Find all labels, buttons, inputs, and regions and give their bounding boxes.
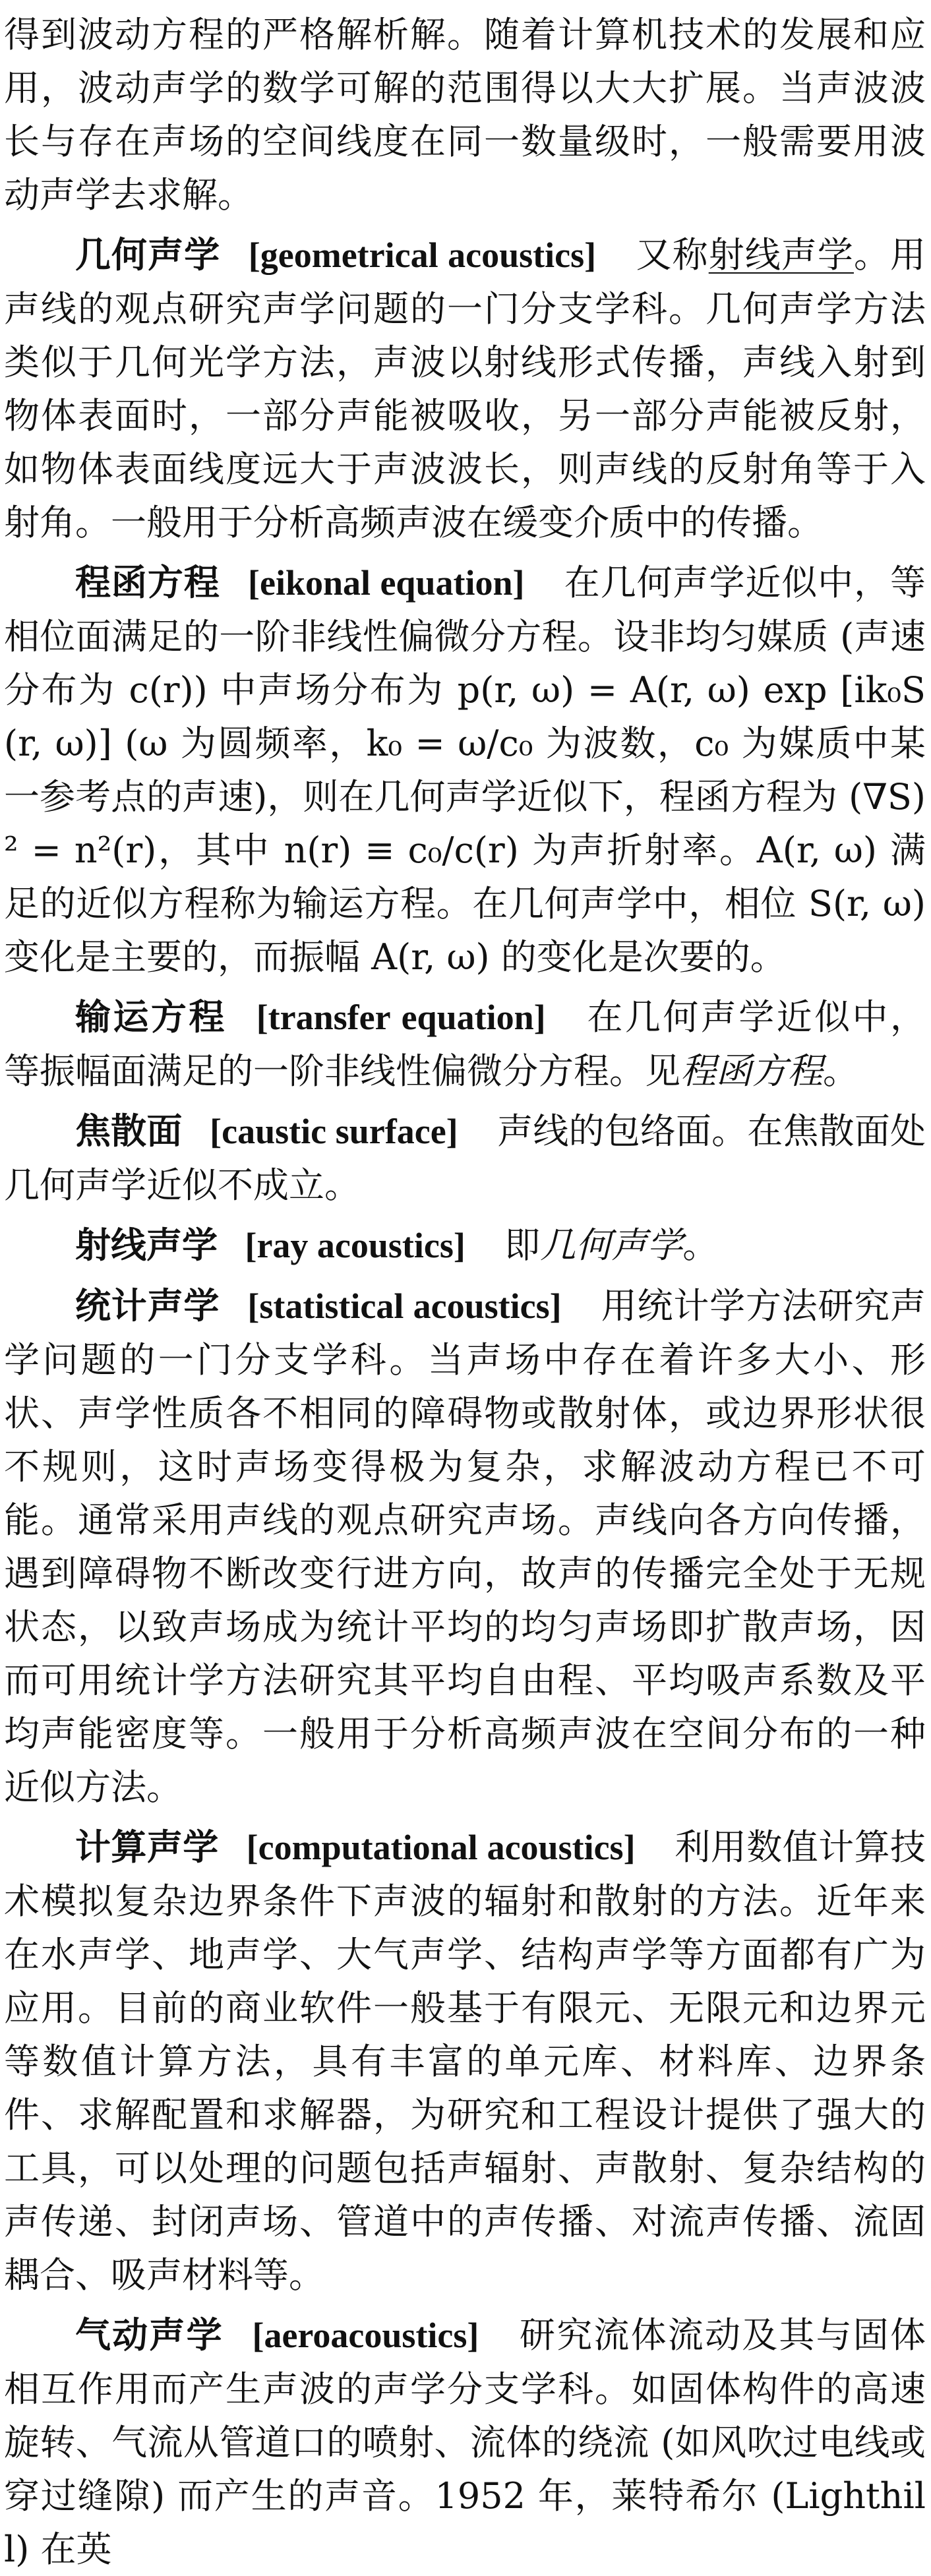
entry-term: 几何声学: [75, 234, 221, 276]
entry-text: 。: [823, 1050, 858, 1092]
entry-geometrical-acoustics: [4, 228, 926, 549]
entry-text: 在几何声学近似中，等振幅面满足的一阶非线性偏微分方程。见: [4, 996, 926, 1092]
cross-reference: 几何声学: [540, 1224, 683, 1266]
entry-english: [computational acoustics]: [246, 1828, 636, 1867]
entry-english: [geometrical acoustics]: [248, 235, 597, 275]
entry-english: [ray acoustics]: [245, 1226, 465, 1265]
entry-text: 。: [682, 1224, 719, 1266]
entry-term: 计算声学: [75, 1826, 219, 1868]
entry-english: [statistical acoustics]: [247, 1286, 562, 1326]
cross-reference-link[interactable]: 射线声学: [708, 234, 854, 276]
entry-term: 射线声学: [75, 1224, 218, 1266]
entry-term: 统计声学: [75, 1285, 220, 1327]
entry-aeroacoustics: [4, 2308, 926, 2576]
entry-text: 在几何声学近似中，等相位面满足的一阶非线性偏微分方程。设非均匀媒质 (声速分布为 c(r)) 中声场分布为 p(r, ω) = A(r, ω) exp [ik₀S(r, ω)] (ω 为圆频率，k₀ = ω/c₀ 为波数，c₀ 为媒质中某一参考点的声速)，则在几何声学近似下，程函方程为 (∇S)² = n²(r)，其中 n(r) ≡ c₀/c(r) 为声折射率。A(r, ω) 满足的近似方程称为输运方程。在几何声学中，相位 S(r, ω) 变化是主要的，而振幅 A(r, ω) 的变化是次要的。: [4, 562, 926, 978]
entry-text: 。用声线的观点研究声学问题的一门分支学科。几何声学方法类似于几何光学方法，声波以射线形式传播，声线入射到物体表面时，一部分声能被吸收，另一部分声能被反射，如物体表面线度远大于声波波长，则声线的反射角等于入射角。一般用于分析高频声波在缓变介质中的传播。: [4, 234, 926, 543]
entry-term: 程函方程: [75, 562, 220, 603]
entry-english: [aeroacoustics]: [252, 2316, 479, 2355]
entry-computational-acoustics: [4, 1820, 926, 2302]
entry-term: 焦散面: [75, 1110, 183, 1152]
entry-eikonal-equation: [4, 556, 926, 984]
entry-statistical-acoustics: [4, 1279, 926, 1814]
intro-text: 得到波动方程的严格解析解。随着计算机技术的发展和应用，波动声学的数学可解的范围得以大大扩展。当声波波长与存在声场的空间线度在同一数量级时，一般需要用波动声学去求解。: [4, 14, 926, 216]
entry-caustic-surface: [4, 1104, 926, 1212]
entry-text: 声线的包络面。在焦散面处几何声学近似不成立。: [4, 1110, 926, 1206]
entry-text: 利用数值计算技术模拟复杂边界条件下声波的辐射和散射的方法。近年来在水声学、地声学、大气声学、结构声学等方面都有广为应用。目前的商业软件一般基于有限元、无限元和边界元等数值计算方法，具有丰富的单元库、材料库、边界条件、求解配置和求解器，为研究和工程设计提供了强大的工具，可以处理的问题包括声辐射、声散射、复杂结构的声传递、封闭声场、管道中的声传播、对流声传播、流固耦合、吸声材料等。: [4, 1826, 926, 2296]
entry-term: 气动声学: [75, 2314, 224, 2356]
entry-text: 又称: [635, 234, 709, 276]
intro-paragraph: [4, 8, 926, 222]
entry-english: [caustic surface]: [210, 1112, 458, 1151]
entry-english: [eikonal equation]: [248, 563, 525, 603]
entry-text: 用统计学方法研究声学问题的一门分支学科。当声场中存在着许多大小、形状、声学性质各不相同的障碍物或散射体，或边界形状很不规则，这时声场变得极为复杂，求解波动方程已不可能。通常采用声线的观点研究声场。声线向各方向传播，遇到障碍物不断改变行进方向，故声的传播完全处于无规状态，以致声场成为统计平均的均匀声场即扩散声场，因而可用统计学方法研究其平均自由程、平均吸声系数及平均声能密度等。一般用于分析高频声波在空间分布的一种近似方法。: [4, 1285, 926, 1808]
cross-reference: 程函方程: [680, 1050, 823, 1092]
entry-text: 研究流体流动及其与固体相互作用而产生声波的声学分支学科。如固体构件的高速旋转、气流从管道口的喷射、流体的绕流 (如风吹过电线或穿过缝隙) 而产生的声音。1952 年，莱特希尔 (Lighthill) 在英: [4, 2314, 926, 2570]
entry-ray-acoustics: [4, 1218, 926, 1273]
entry-english: [transfer equation]: [256, 998, 546, 1037]
entry-term: 输运方程: [75, 996, 227, 1038]
entry-transfer-equation: [4, 990, 926, 1098]
entry-text: 即: [504, 1224, 541, 1266]
